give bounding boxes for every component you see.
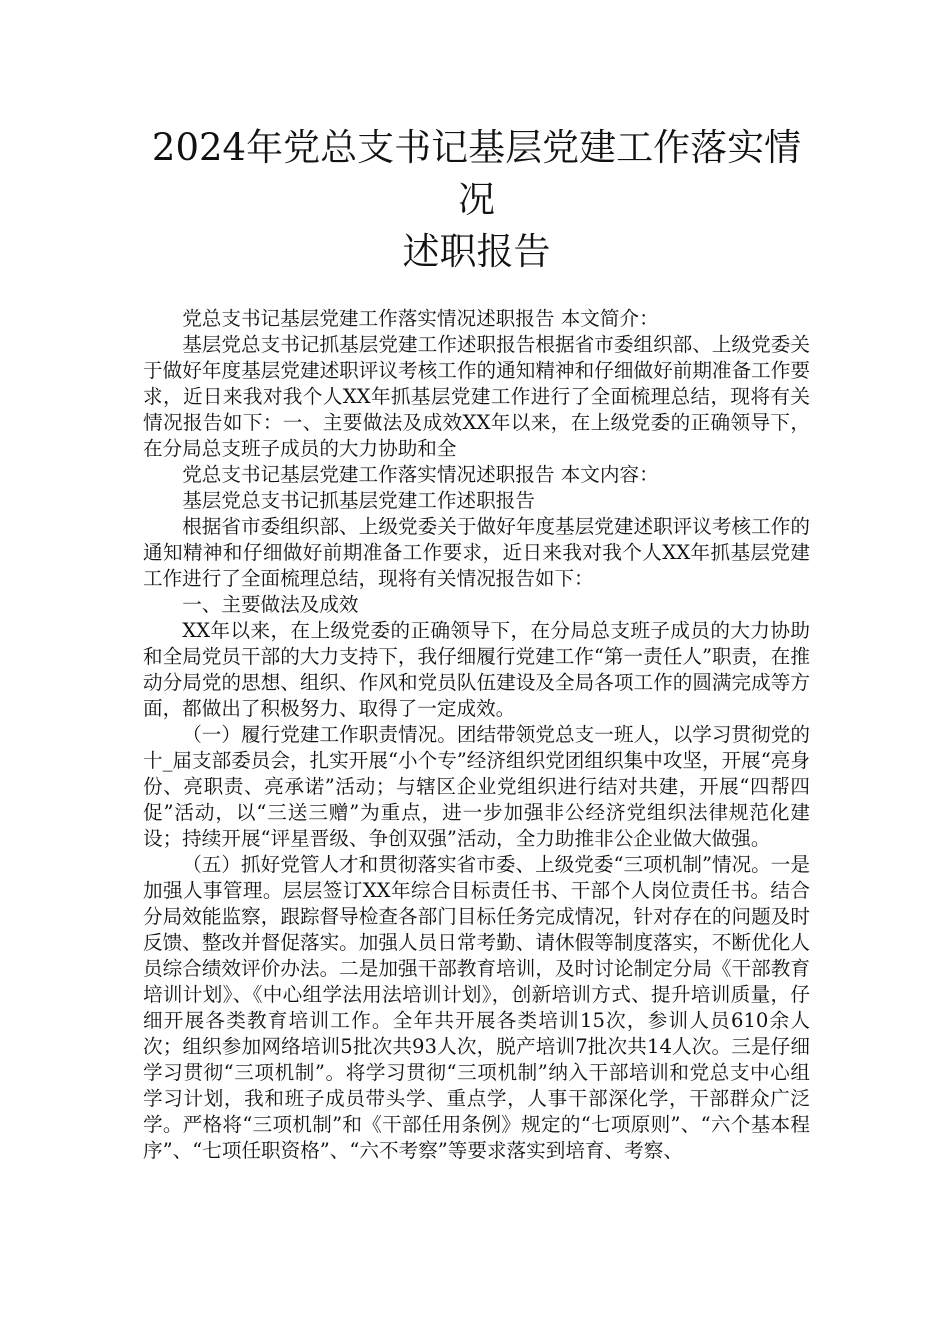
report-opening: 根据省市委组织部、上级党委关于做好年度基层党建述职评议考核工作的通知精神和仔细做好前期准备工作要求，近日来我对我个人XX年抓基层党建工作进行了全面梳理总结，现将有关情况报告如下： [143,515,810,590]
section-1-item-5: （五）抓好党管人才和贯彻落实省市委、上级党委“三项机制”情况。一是加强人事管理。层层签订XX年综合目标责任书、干部个人岗位责任书。结合分局效能监察，跟踪督导检查各部门目标任务完成情况，针对存在的问题及时反馈、整改并督促落实。加强人员日常考勤、请休假等制度落实，不断优化人员综合绩效评价办法。二是加强干部教育培训，及时讨论制定分局《干部教育培训计划》、《中心组学法用法培训计划》，创新培训方式、提升培训质量，仔细开展各类教育培训工作。全年共开展各类培训15次，参训人员610余人次；组织参加网络培训5批次共93人次，脱产培训7批次共14人次。三是仔细学习贯彻“三项机制”。将学习贯彻“三项机制”纳入干部培训和党总支中心组学习计划，我和班子成员带头学、重点学，人事干部深化学，干部群众广泛学。严格将“三项机制”和《干部任用条例》规定的“七项原则”、“六个基本程序”、“七项任职资格”、“六不考察”等要求落实到培育、考察、 [143,853,810,1162]
intro-summary: 基层党总支书记抓基层党建工作述职报告根据省市委组织部、上级党委关于做好年度基层党建述职评议考核工作的通知精神和仔细做好前期准备工作要求，近日来我对我个人XX年抓基层党建工作进行了全面梳理总结，现将有关情况报告如下：一、主要做法及成效XX年以来，在上级党委的正确领导下，在分局总支班子成员的大力协助和全 [143,333,810,460]
title-line-1: 2024年党总支书记基层党建工作落实情况 [151,126,802,221]
report-title: 基层党总支书记抓基层党建工作述职报告 [182,489,535,512]
section-heading-1: 一、主要做法及成效 [182,593,359,616]
title-line-2: 述职报告 [402,230,551,273]
section-1-overview: XX年以来，在上级党委的正确领导下，在分局总支班子成员的大力协助和全局党员干部的大力支持下，我仔细履行党建工作“第一责任人”职责，在推动分局党的思想、组织、作风和党员队伍建设及全局各项工作的圆满完成等方面，都做出了积极努力、取得了一定成效。 [143,619,810,720]
content-heading: 党总支书记基层党建工作落实情况述职报告 本文内容： [182,463,659,486]
section-1-item-1: （一）履行党建工作职责情况。团结带领党总支一班人，以学习贯彻党的十_届支部委员会，扎实开展“小个专”经济组织党团组织集中攻坚，开展“亮身份、亮职责、亮承诺”活动；与辖区企业党组织进行结对共建，开展“四帮四促”活动，以“三送三赠”为重点，进一步加强非公经济党组织法律规范化建设；持续开展“评星晋级、争创双强”活动，全力助推非公企业做大做强。 [143,723,810,850]
document-title [143,122,810,278]
document-body [143,306,810,1164]
intro-heading: 党总支书记基层党建工作落实情况述职报告 本文简介： [182,307,659,330]
